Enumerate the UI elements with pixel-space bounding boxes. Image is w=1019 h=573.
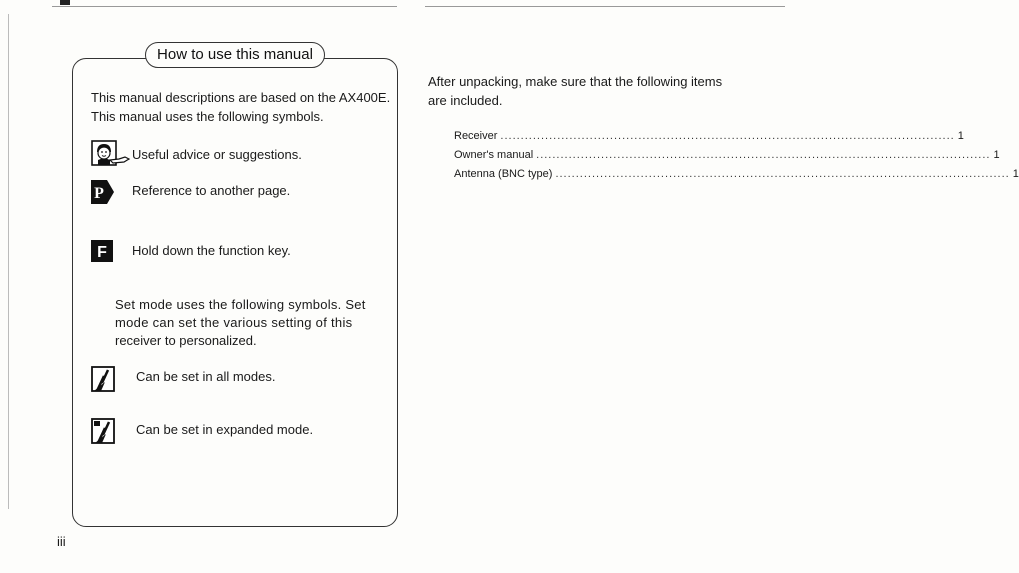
- unpack-intro-line-1: After unpacking, make sure that the following items: [428, 74, 723, 89]
- package-contents-list: [454, 127, 1019, 184]
- page-number: iii: [57, 534, 66, 549]
- intro-line-1: This manual descriptions are based on the AX400E.: [91, 90, 391, 105]
- list-item: [454, 127, 964, 146]
- leader-dots: ................................................................................................................: [555, 168, 1010, 180]
- expanded-mode-icon: [91, 418, 115, 444]
- corner-mark: [60, 0, 70, 5]
- page-reference-icon: [91, 180, 115, 204]
- top-rule-right: [425, 6, 785, 7]
- all-modes-text: Can be set in all modes.: [136, 369, 276, 384]
- list-item: [454, 146, 1000, 165]
- svg-text:P: P: [94, 185, 104, 202]
- item-qty: 1: [1012, 168, 1019, 180]
- item-name: Antenna (BNC type): [454, 168, 553, 180]
- set-mode-line-3: receiver to personalized.: [115, 333, 257, 348]
- advice-face-icon: [91, 140, 131, 168]
- page-reference-text: Reference to another page.: [132, 183, 291, 198]
- item-qty: 1: [957, 130, 964, 142]
- set-mode-line-1: Set mode uses the following symbols. Set: [115, 297, 366, 312]
- function-key-text: Hold down the function key.: [132, 243, 291, 258]
- leader-dots: ................................................................................................................: [536, 149, 991, 161]
- usage-box: [72, 58, 398, 527]
- set-mode-line-2: mode can set the various setting of this: [115, 315, 353, 330]
- expanded-mode-text: Can be set in expanded mode.: [136, 422, 314, 437]
- list-item: [454, 165, 1019, 184]
- advice-text: Useful advice or suggestions.: [132, 147, 302, 162]
- top-rule-left: [52, 6, 397, 7]
- leader-dots: ................................................................................................................: [500, 130, 955, 142]
- page-edge-rule: [8, 14, 9, 509]
- intro-line-2: This manual uses the following symbols.: [91, 109, 324, 124]
- unpack-intro-line-2: are included.: [428, 93, 503, 108]
- item-qty: 1: [993, 149, 1000, 161]
- box-title: How to use this manual: [145, 42, 325, 68]
- all-modes-icon: [91, 366, 115, 392]
- svg-text:F: F: [97, 244, 107, 261]
- function-key-icon: [91, 240, 113, 262]
- item-name: Owner's manual: [454, 149, 534, 161]
- item-name: Receiver: [454, 130, 498, 142]
